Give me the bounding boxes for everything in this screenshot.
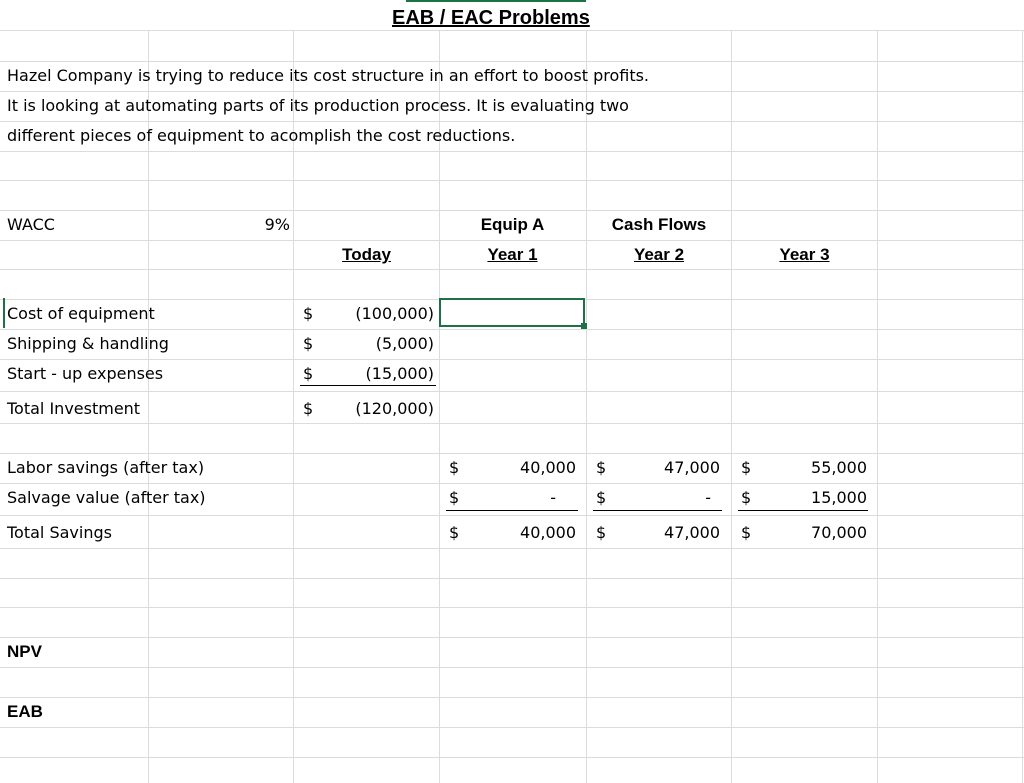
savings-currency-salvage-y1[interactable]: $ — [449, 488, 460, 507]
sheet-title[interactable]: EAB / EAC Problems — [392, 7, 590, 29]
investment-currency-cost[interactable]: $ — [303, 304, 314, 323]
savings-currency-labor-y2[interactable]: $ — [596, 458, 607, 477]
savings-currency-total-y2[interactable]: $ — [596, 523, 607, 542]
investment-label-cost[interactable]: Cost of equipment — [7, 304, 155, 323]
npv-label[interactable]: NPV — [7, 642, 42, 661]
cash-flows-header[interactable]: Cash Flows — [611, 215, 707, 234]
savings-label-total[interactable]: Total Savings — [7, 523, 112, 542]
today-header[interactable]: Today — [342, 245, 391, 264]
savings-total-y2[interactable]: 47,000 — [664, 523, 720, 542]
equip-a-header[interactable]: Equip A — [480, 215, 545, 234]
savings-currency-labor-y3[interactable]: $ — [741, 458, 752, 477]
savings-currency-labor-y1[interactable]: $ — [449, 458, 460, 477]
savings-underline-y3 — [738, 510, 868, 511]
savings-currency-total-y3[interactable]: $ — [741, 523, 752, 542]
savings-currency-total-y1[interactable]: $ — [449, 523, 460, 542]
savings-labor-y2[interactable]: 47,000 — [664, 458, 720, 477]
savings-labor-y3[interactable]: 55,000 — [811, 458, 867, 477]
intro-line-2[interactable]: It is looking at automating parts of its production process. It is evaluating two — [7, 96, 629, 115]
fill-handle[interactable] — [581, 323, 587, 329]
savings-currency-salvage-y2[interactable]: $ — [596, 488, 607, 507]
year-1-header[interactable]: Year 1 — [487, 245, 538, 264]
wacc-label[interactable]: WACC — [7, 215, 55, 234]
selected-cell[interactable] — [439, 298, 585, 327]
investment-value-startup[interactable]: (15,000) — [365, 364, 434, 383]
investment-label-total[interactable]: Total Investment — [7, 399, 141, 418]
active-column-indicator — [406, 0, 586, 2]
savings-underline-y2 — [593, 510, 722, 511]
savings-salvage-y3[interactable]: 15,000 — [811, 488, 867, 507]
savings-salvage-y2[interactable]: - — [705, 488, 711, 507]
investment-label-shipping[interactable]: Shipping & handling — [7, 334, 169, 353]
investment-currency-total[interactable]: $ — [303, 399, 314, 418]
savings-currency-salvage-y3[interactable]: $ — [741, 488, 752, 507]
subtotal-underline — [300, 385, 436, 386]
investment-currency-shipping[interactable]: $ — [303, 334, 314, 353]
eab-label[interactable]: EAB — [7, 702, 43, 721]
year-3-header[interactable]: Year 3 — [779, 245, 830, 264]
investment-label-startup[interactable]: Start - up expenses — [7, 364, 164, 383]
savings-labor-y1[interactable]: 40,000 — [520, 458, 576, 477]
row-selection-marker — [3, 298, 5, 328]
investment-value-cost[interactable]: (100,000) — [355, 304, 434, 323]
intro-line-1[interactable]: Hazel Company is trying to reduce its cost structure in an effort to boost profits. — [7, 66, 650, 85]
investment-value-total[interactable]: (120,000) — [355, 399, 434, 418]
savings-label-salvage[interactable]: Salvage value (after tax) — [7, 488, 206, 507]
intro-line-3[interactable]: different pieces of equipment to acomplish the cost reductions. — [7, 126, 516, 145]
savings-underline-y1 — [446, 510, 578, 511]
savings-label-labor[interactable]: Labor savings (after tax) — [7, 458, 205, 477]
investment-currency-startup[interactable]: $ — [303, 364, 314, 383]
wacc-value[interactable]: 9% — [264, 215, 290, 234]
savings-total-y3[interactable]: 70,000 — [811, 523, 867, 542]
savings-salvage-y1[interactable]: - — [550, 488, 556, 507]
investment-value-shipping[interactable]: (5,000) — [375, 334, 434, 353]
savings-total-y1[interactable]: 40,000 — [520, 523, 576, 542]
year-2-header[interactable]: Year 2 — [633, 245, 685, 264]
